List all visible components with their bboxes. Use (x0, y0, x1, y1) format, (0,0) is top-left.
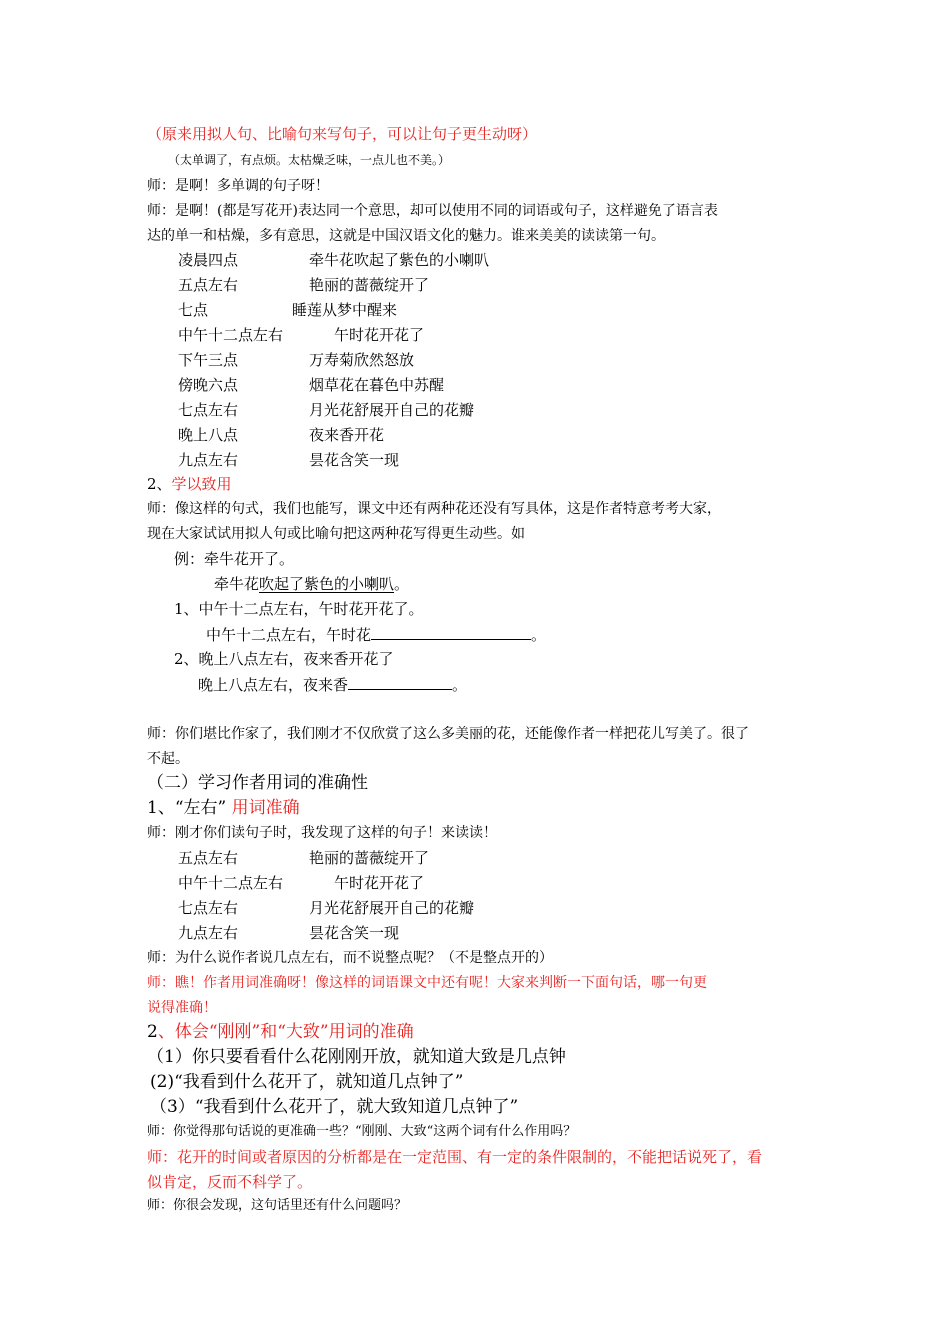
teacher-red-line: 似肯定，反而不科学了。 (147, 1173, 313, 1191)
answer-blank[interactable] (371, 627, 531, 640)
example-suffix: 。 (394, 575, 410, 593)
example-underlined: 吹起了紫色的小喇叭 (259, 575, 395, 593)
list-item-text: 艳丽的蔷薇绽开了 (309, 276, 430, 294)
teacher-red-line: 说得准确！ (147, 1000, 217, 1016)
subsection-title: 、体会“刚刚”和“大致”用词的准确 (157, 1022, 414, 1042)
list-item-time: 凌晨四点 (178, 251, 239, 269)
list-item-text: 昙花含笑一现 (309, 451, 400, 469)
list-item-time: 七点左右 (178, 899, 239, 917)
subsection-heading (147, 800, 300, 817)
list-item-text: 牵牛花吹起了紫色的小喇叭 (309, 251, 490, 269)
list-item-text: 万寿菊欣然怒放 (309, 351, 415, 369)
list-item-time: 七点 (178, 301, 209, 319)
exercise-question: 1、中午十二点左右，午时花开花了。 (174, 600, 424, 618)
list-item-time: 中午十二点左右 (178, 874, 284, 892)
subsection-title: 用词准确 (231, 798, 300, 818)
teacher-line: 师：刚才你们读句子时，我发现了这样的句子！来读读！ (147, 825, 497, 841)
subsection-number: 1、“左右” (147, 798, 227, 818)
subsection-number: 2 (147, 1022, 158, 1042)
teacher-question: 师：为什么说作者说几点左右，而不说整点呢？（不是整点开的） (147, 950, 553, 966)
list-item-text: 艳丽的蔷薇绽开了 (309, 849, 430, 867)
teacher-red-line: 师：花开的时间或者原因的分析都是在一定范围、有一定的条件限制的，不能把话说死了，看 (147, 1148, 763, 1166)
list-item-text: 月光花舒展开自己的花瓣 (309, 899, 475, 917)
teacher-line: 不起。 (147, 751, 189, 767)
list-item-text: 昙花含笑一现 (309, 924, 400, 942)
fill-end: 。 (452, 676, 468, 694)
example-label: 例：牵牛花开了。 (174, 550, 295, 568)
list-item-time: 九点左右 (178, 924, 239, 942)
list-item-text: 午时花开花了 (334, 326, 425, 344)
exercise-fill (206, 627, 546, 643)
example-prefix: 牵牛花 (214, 575, 260, 593)
sentence-option: （3）“我看到什么花开了，就大致知道几点钟了” (150, 1097, 519, 1117)
subsection-heading (147, 1024, 414, 1041)
teacher-line: 现在大家试试用拟人句或比喻句把这两种花写得更生动些。如 (147, 526, 525, 542)
teacher-line: 师：是啊！(都是写花开)表达同一个意思，却可以使用不同的词语或句子，这样避免了语言表 (147, 203, 718, 219)
list-item-time: 九点左右 (178, 451, 239, 469)
exercise-question: 2、晚上八点左右，夜来香开花了 (174, 650, 394, 668)
answer-blank[interactable] (348, 677, 452, 690)
teacher-line: 师：像这样的句式，我们也能写，课文中还有两种花还没有写具体，这是作者特意考考大家， (147, 501, 721, 517)
list-item-time: 晚上八点 (178, 426, 239, 444)
section-heading (147, 477, 232, 492)
teacher-question: 师：你很会发现，这句话里还有什么问题吗？ (147, 1198, 408, 1213)
section-title: 学以致用 (171, 475, 232, 493)
list-item-text: 睡莲从梦中醒来 (292, 301, 398, 319)
teacher-line: 师：是啊！多单调的句子呀！ (147, 178, 329, 194)
student-note: （太单调了，有点烦。太枯燥乏味，一点儿也不美。） (168, 153, 451, 167)
teacher-line: 达的单一和枯燥，多有意思，这就是中国汉语文化的魅力。谁来美美的读读第一句。 (147, 228, 665, 244)
list-item-time: 中午十二点左右 (178, 326, 284, 344)
fill-end: 。 (531, 626, 547, 644)
list-item-time: 五点左右 (178, 276, 239, 294)
red-reflection-line: （原来用拟人句、比喻句来写句子，可以让句子更生动呀） (147, 125, 538, 143)
list-item-text: 午时花开花了 (334, 874, 425, 892)
part-heading: （二）学习作者用词的准确性 (147, 773, 368, 793)
list-item-time: 傍晚六点 (178, 376, 239, 394)
sentence-option: (2)“我看到什么花开了，就知道几点钟了” (150, 1072, 464, 1092)
list-item-time: 七点左右 (178, 401, 239, 419)
section-number: 2、 (147, 475, 172, 493)
teacher-line: 师：你们堪比作家了，我们刚才不仅欣赏了这么多美丽的花，还能像作者一样把花儿写美了。很了 (147, 726, 749, 742)
list-item-text: 烟草花在暮色中苏醒 (309, 376, 445, 394)
fill-prefix: 中午十二点左右，午时花 (206, 626, 372, 644)
sentence-option: （1）你只要看看什么花刚刚开放，就知道大致是几点钟 (147, 1047, 566, 1067)
teacher-red-line: 师：瞧！作者用词准确呀！像这样的词语课文中还有呢！大家来判断一下面句话，哪一句更 (147, 975, 707, 991)
list-item-text: 夜来香开花 (309, 426, 385, 444)
teacher-question: 师：你觉得那句话说的更准确一些？“刚刚、大致“这两个词有什么作用吗？ (147, 1124, 577, 1139)
list-item-time: 下午三点 (178, 351, 239, 369)
list-item-time: 五点左右 (178, 849, 239, 867)
list-item-text: 月光花舒展开自己的花瓣 (309, 401, 475, 419)
fill-prefix: 晚上八点左右，夜来香 (198, 676, 349, 694)
exercise-fill (198, 677, 467, 693)
example-sentence (214, 577, 409, 592)
